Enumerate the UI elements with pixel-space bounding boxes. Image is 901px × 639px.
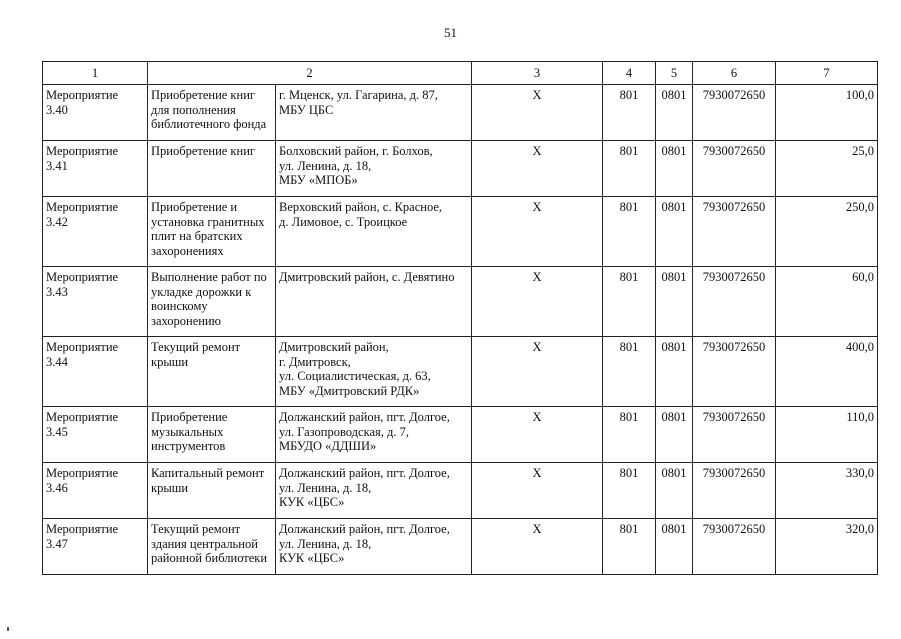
address-cell: Должанский район, пгт. Долгое, ул. Ленина, д. 18, КУК «ЦБС» [276,463,472,519]
item-name-cell: Приобретение музыкальных инструментов [148,407,276,463]
col4-cell: 801 [603,141,656,197]
amount-cell: 100,0 [776,85,878,141]
header-col-4: 4 [603,62,656,85]
header-row [43,62,878,85]
col4-cell: 801 [603,407,656,463]
col3-cell: X [472,407,603,463]
col5-cell: 0801 [656,85,693,141]
header-col-5: 5 [656,62,693,85]
address-cell: Верховский район, с. Красное, д. Лимовое, с. Троицкое [276,197,472,267]
col4-cell: 801 [603,337,656,407]
item-name-cell: Капитальный ремонт крыши [148,463,276,519]
col5-cell: 0801 [656,197,693,267]
table-row [43,197,878,267]
col3-cell: X [472,197,603,267]
address-cell: Болховский район, г. Болхов, ул. Ленина, д. 18, МБУ «МПОБ» [276,141,472,197]
event-cell: Мероприятие 3.42 [43,197,148,267]
budget-table [42,61,878,575]
col5-cell: 0801 [656,337,693,407]
col6-cell: 7930072650 [693,267,776,337]
amount-cell: 110,0 [776,407,878,463]
table-body [43,85,878,575]
amount-cell: 400,0 [776,337,878,407]
col3-cell: X [472,463,603,519]
address-cell: Дмитровский район, г. Дмитровск, ул. Социалистическая, д. 63, МБУ «Дмитровский РДК» [276,337,472,407]
col5-cell: 0801 [656,463,693,519]
address-cell: Дмитровский район, с. Девятино [276,267,472,337]
table-row [43,519,878,575]
col6-cell: 7930072650 [693,141,776,197]
item-name-cell: Приобретение книг для пополнения библиотечного фонда [148,85,276,141]
event-cell: Мероприятие 3.46 [43,463,148,519]
address-cell: Должанский район, пгт. Долгое, ул. Ленина, д. 18, КУК «ЦБС» [276,519,472,575]
col4-cell: 801 [603,519,656,575]
col3-cell: X [472,267,603,337]
amount-cell: 250,0 [776,197,878,267]
col5-cell: 0801 [656,407,693,463]
item-name-cell: Приобретение книг [148,141,276,197]
col5-cell: 0801 [656,267,693,337]
col6-cell: 7930072650 [693,519,776,575]
col3-cell: X [472,337,603,407]
item-name-cell: Приобретение и установка гранитных плит на братских захоронениях [148,197,276,267]
amount-cell: 330,0 [776,463,878,519]
event-cell: Мероприятие 3.41 [43,141,148,197]
col5-cell: 0801 [656,519,693,575]
col3-cell: X [472,519,603,575]
event-cell: Мероприятие 3.44 [43,337,148,407]
table-row [43,337,878,407]
col6-cell: 7930072650 [693,407,776,463]
event-cell: Мероприятие 3.43 [43,267,148,337]
header-col-3: 3 [472,62,603,85]
col6-cell: 7930072650 [693,337,776,407]
table-row [43,463,878,519]
event-cell: Мероприятие 3.47 [43,519,148,575]
col3-cell: X [472,85,603,141]
col6-cell: 7930072650 [693,197,776,267]
table-row [43,141,878,197]
col4-cell: 801 [603,85,656,141]
amount-cell: 60,0 [776,267,878,337]
table-row [43,267,878,337]
amount-cell: 25,0 [776,141,878,197]
table-header [43,62,878,85]
col6-cell: 7930072650 [693,463,776,519]
page-number: 51 [444,25,457,40]
col3-cell: X [472,141,603,197]
table-row [43,85,878,141]
col4-cell: 801 [603,463,656,519]
table-row [43,407,878,463]
col4-cell: 801 [603,197,656,267]
col5-cell: 0801 [656,141,693,197]
col6-cell: 7930072650 [693,85,776,141]
item-name-cell: Текущий ремонт крыши [148,337,276,407]
item-name-cell: Выполнение работ по укладке дорожки к воинскому захоронению [148,267,276,337]
amount-cell: 320,0 [776,519,878,575]
scan-mark [7,627,9,631]
address-cell: Должанский район, пгт. Долгое, ул. Газопроводская, д. 7, МБУДО «ДДШИ» [276,407,472,463]
address-cell: г. Мценск, ул. Гагарина, д. 87, МБУ ЦБС [276,85,472,141]
header-col-1: 1 [43,62,148,85]
item-name-cell: Текущий ремонт здания центральной районной библиотеки [148,519,276,575]
header-col-7: 7 [776,62,878,85]
event-cell: Мероприятие 3.45 [43,407,148,463]
header-col-2: 2 [148,62,472,85]
header-col-6: 6 [693,62,776,85]
col4-cell: 801 [603,267,656,337]
event-cell: Мероприятие 3.40 [43,85,148,141]
